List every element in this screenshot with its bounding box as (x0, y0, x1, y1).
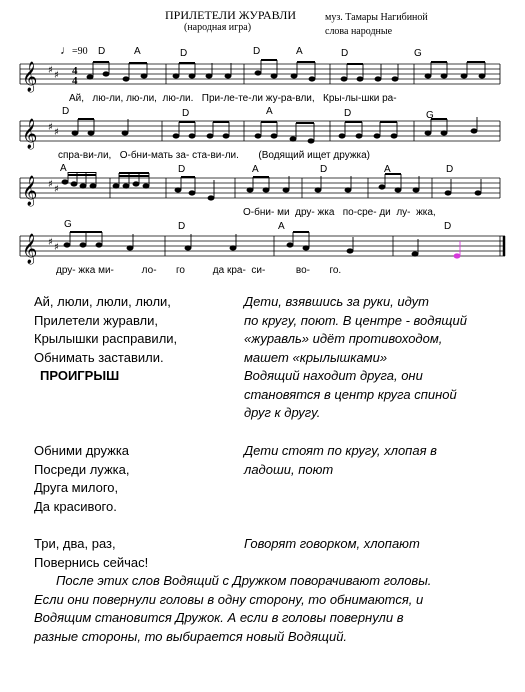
verse-3-instructions: Говорят говорком, хлопают (244, 536, 420, 551)
lyricist: слова народные (325, 26, 393, 37)
chord: G (414, 48, 422, 59)
chord: D (62, 106, 70, 117)
chord: A (296, 46, 303, 57)
svg-text:♯: ♯ (48, 65, 53, 76)
chord: A (266, 106, 273, 117)
lyrics-line-4: дру- жка ми- ло- го да кра- си- во- го. (56, 265, 342, 276)
verse-3-text: Три, два, раз, Повернись сейчас! (34, 536, 149, 570)
chord: A (278, 221, 285, 232)
song-title: ПРИЛЕТЕЛИ ЖУРАВЛИ (165, 8, 297, 22)
svg-text:♯: ♯ (54, 184, 59, 195)
closing-paragraph: После этих слов Водящий с Дружком поворачивают головы. Если они повернули головы в одну сторону, то обнимаются, и Водящим становится Дружок. А если в головы повернули в разные стороны, то выбирается новый Водящий. (34, 573, 432, 644)
verse-2-instructions: Дети стоят по кругу, хлопая в ладоши, поют (244, 443, 437, 477)
lyrics-line-1: Ай, лю-ли, лю-ли, лю-ли. При-ле-те-ли жу-ра-вли, Кры-лы-шки ра- (69, 93, 397, 104)
chord: D (178, 164, 186, 175)
svg-text:♯: ♯ (54, 127, 59, 138)
tempo-mark: ♩=90 (60, 43, 88, 57)
treble-clef-icon: 𝄞 (22, 62, 38, 92)
svg-text:4: 4 (72, 75, 78, 87)
verse-1-text: Ай, люли, люли, люли, Прилетели журавли, Крылышки расправили, Обнимать заставили. (34, 294, 178, 365)
svg-text:4: 4 (72, 65, 78, 77)
composer: муз. Тамары Нагибиной (325, 12, 428, 23)
chord: D (446, 164, 454, 175)
interlude-instructions: Водящий находит друга, они становятся в центр круга спиной друг к другу. (244, 368, 457, 420)
chord: G (64, 219, 72, 230)
chord: D (444, 221, 452, 232)
chord: D (178, 221, 186, 232)
svg-text:♯: ♯ (54, 242, 59, 253)
lyrics-line-3: О-бни- ми дру- жка по-сре- ди лу- жка, (243, 207, 436, 218)
song-subtitle: (народная игра) (184, 22, 252, 33)
treble-clef-icon: 𝄞 (22, 234, 38, 264)
treble-clef-icon: 𝄞 (22, 119, 38, 149)
chord: A (60, 163, 67, 174)
chord: A (252, 164, 259, 175)
chord: G (426, 110, 434, 121)
chord: D (98, 46, 106, 57)
svg-text:♯: ♯ (54, 70, 59, 81)
chord: D (320, 164, 328, 175)
svg-text:♯: ♯ (48, 179, 53, 190)
verse-2-text: Обними дружка Посреди лужка, Друга милого, Да красивого. (34, 443, 130, 514)
staff-system-3 (0, 172, 525, 212)
svg-text:♯: ♯ (48, 237, 53, 248)
staff-system-4 (0, 230, 525, 270)
svg-text:♯: ♯ (48, 122, 53, 133)
staff-system-2 (0, 115, 525, 155)
quarter-note-icon: ♩ (60, 43, 72, 57)
chord: A (134, 46, 141, 57)
chord: D (341, 48, 349, 59)
lyrics-line-2: спра-ви-ли, О-бни-мать за- ста-ви-ли. (Водящий ищет дружка) (58, 150, 370, 161)
chord: D (344, 108, 352, 119)
interlude-label: ПРОИГРЫШ (40, 368, 120, 383)
treble-clef-icon: 𝄞 (22, 176, 38, 206)
chord: D (182, 108, 190, 119)
chord: D (253, 46, 261, 57)
chord: A (384, 164, 391, 175)
verse-1-instructions: Дети, взявшись за руки, идут по кругу, поют. В центре - водящий «журавль» идёт противоходом, машет «крылышками» (244, 294, 467, 365)
chord: D (180, 48, 188, 59)
